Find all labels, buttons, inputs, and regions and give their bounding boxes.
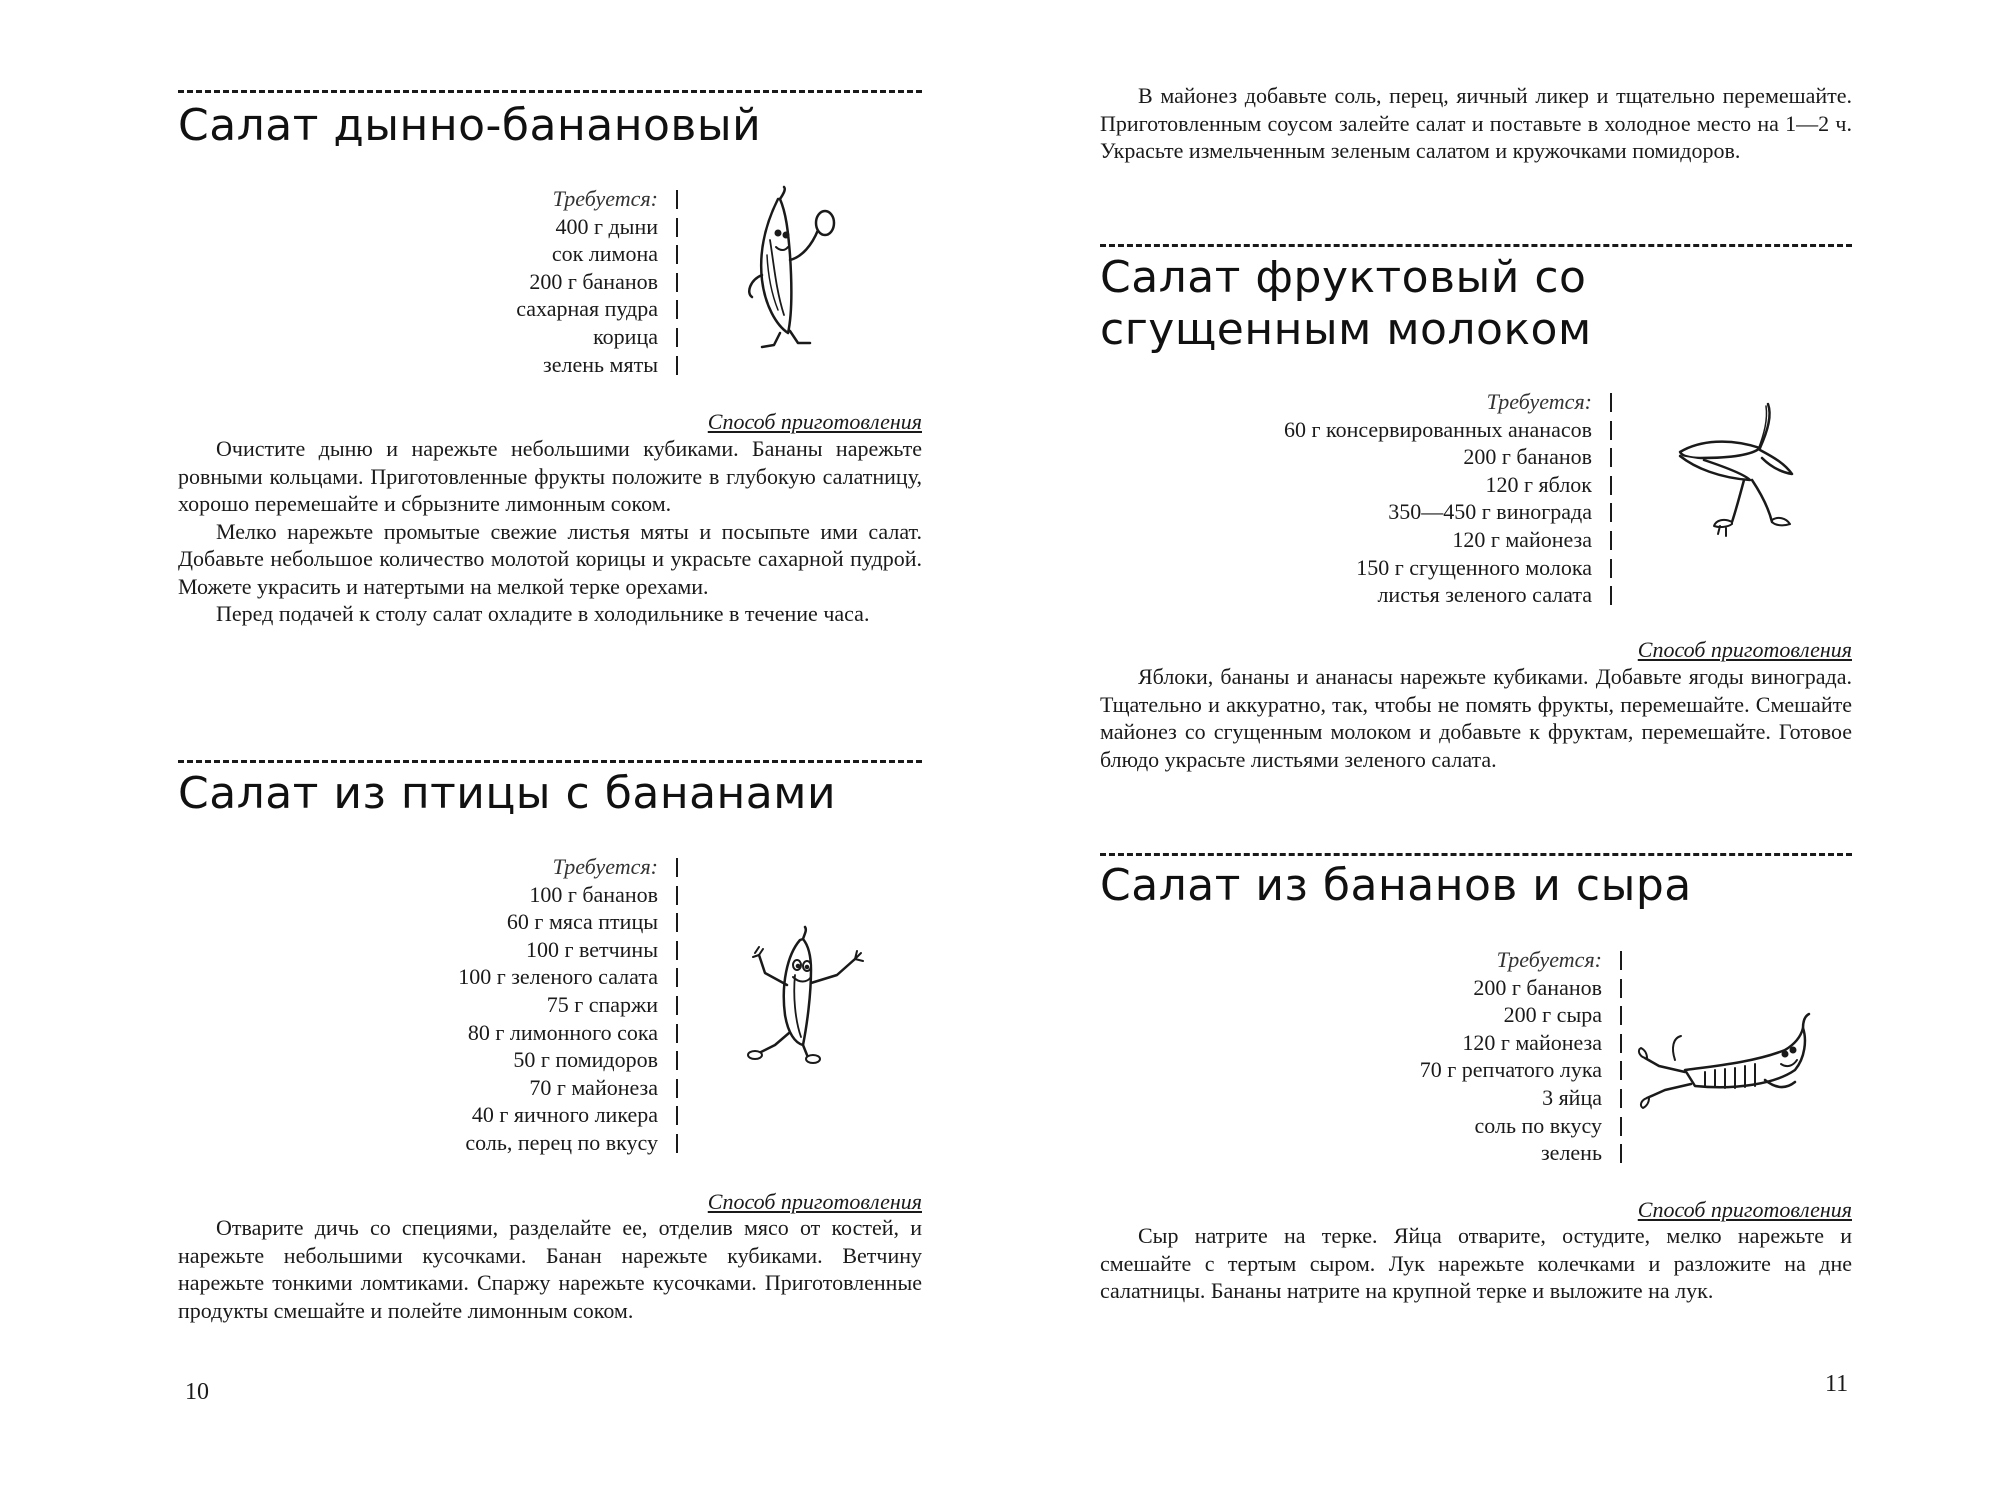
recipe-text [1100, 1222, 1852, 1305]
ingredient: 200 г бананов [1284, 443, 1612, 471]
ingredient: 60 г консервированных ананасов [1284, 416, 1612, 444]
ingredients-list [1420, 946, 1622, 1167]
ingredient: 3 яйца [1420, 1084, 1622, 1112]
ingredient: сок лимона [516, 240, 678, 268]
ingredients-list [516, 185, 678, 378]
requires-label: Требуется: [516, 185, 678, 213]
ingredient: 200 г бананов [1420, 974, 1622, 1002]
paragraph: Яблоки, бананы и ананасы нарежьте кубиками. Добавьте ягоды винограда. Тщательно и аккуратно, так, чтобы не помять фрукты, перемешайте. Смешайте майонез со сгущенным молоком и добавьте к фруктам, перемешайте. Готовое блюдо украсьте листьями зеленого салата. [1100, 664, 1852, 772]
recipe-text [178, 1214, 922, 1324]
method-label: Способ приготовления [1637, 1197, 1852, 1222]
ingredient: корица [516, 323, 678, 351]
ingredient: 100 г бананов [458, 881, 678, 909]
ingredient: 80 г лимонного сока [458, 1019, 678, 1047]
ingredient: 50 г помидоров [458, 1046, 678, 1074]
ingredient: зелень мяты [516, 351, 678, 379]
reclining-banana-illustration [1635, 1010, 1820, 1110]
ingredient: 400 г дыни [516, 213, 678, 241]
ingredient: 40 г яичного ликера [458, 1101, 678, 1129]
ingredient: 200 г бананов [516, 268, 678, 296]
ingredient: 75 г спаржи [458, 991, 678, 1019]
method-label: Способ приготовления [1637, 637, 1852, 662]
section-divider [1100, 244, 1852, 247]
paragraph: Мелко нарежьте промытые свежие листья мяты и посыпьте ими салат. Добавьте небольшое количество молотой корицы и украсьте сахарной пудрой. Можете украсить и натертыми на мелкой терке орехами. [178, 518, 922, 599]
ingredients-list [1284, 388, 1612, 609]
ingredient: 120 г майонеза [1420, 1029, 1622, 1057]
ingredient: сахарная пудра [516, 295, 678, 323]
paragraph: Сыр натрите на терке. Яйца отварите, остудите, мелко нарежьте и смешайте с тертым сыром. Лук нарежьте колечками и разложите на дне салатницы. Бананы натрите на крупной терке и выложите на лук. [1100, 1223, 1852, 1303]
dancing-banana-illustration [745, 925, 875, 1065]
continuation-text [1100, 82, 1852, 165]
ingredient: 60 г мяса птицы [458, 908, 678, 936]
requires-label: Требуется: [1284, 388, 1612, 416]
paragraph: Перед подачей к столу салат охладите в холодильнике в течение часа. [216, 601, 870, 626]
ingredient: 70 г репчатого лука [1420, 1056, 1622, 1084]
recipe-title: Салат из птицы с бананами [178, 768, 837, 819]
banana-mirror-illustration [740, 185, 850, 350]
ingredient: листья зеленого салата [1284, 581, 1612, 609]
section-divider [178, 90, 922, 93]
ingredient: зелень [1420, 1139, 1622, 1167]
recipe-text [1100, 663, 1852, 773]
method-label: Способ приготовления [707, 1189, 922, 1214]
ingredient: 200 г сыра [1420, 1001, 1622, 1029]
paragraph: Отварите дичь со специями, разделайте ее, отделив мясо от костей, и нарежьте небольшими кусочками. Банан нарежьте кубиками. Ветчину нарежьте тонкими ломтиками. Спаржу нарежьте кусочками. Приготовленные продукты смешайте и полейте лимонным соком. [178, 1215, 922, 1323]
paragraph: В майонез добавьте соль, перец, яичный ликер и тщательно перемешайте. Приготовленным соусом залейте салат и поставьте в холодное место на 1—2 ч. Украсьте измельченным зеленым салатом и кружочками помидоров. [1100, 83, 1852, 163]
method-label: Способ приготовления [707, 409, 922, 434]
ingredient: 70 г майонеза [458, 1074, 678, 1102]
ingredient: 350—450 г винограда [1284, 498, 1612, 526]
ingredient: 120 г майонеза [1284, 526, 1612, 554]
ingredient: соль, перец по вкусу [458, 1129, 678, 1157]
recipe-title: Салат дынно-банановый [178, 100, 762, 151]
right-page [1000, 0, 2000, 1504]
ingredient: 100 г ветчины [458, 936, 678, 964]
section-divider [1100, 853, 1852, 856]
recipe-title: Салат фруктовый со сгущенным молоком [1100, 252, 1592, 355]
ingredients-list [458, 853, 678, 1157]
requires-label: Требуется: [1420, 946, 1622, 974]
peeled-banana-illustration [1660, 400, 1800, 540]
ingredient: 100 г зеленого салата [458, 963, 678, 991]
page-number: 10 [185, 1379, 209, 1405]
ingredient: 120 г яблок [1284, 471, 1612, 499]
requires-label: Требуется: [458, 853, 678, 881]
page-number: 11 [1825, 1371, 1849, 1397]
recipe-title: Салат из бананов и сыра [1100, 860, 1692, 911]
ingredient: соль по вкусу [1420, 1112, 1622, 1140]
recipe-text [178, 435, 922, 628]
paragraph: Очистите дыню и нарежьте небольшими кубиками. Бананы нарежьте ровными кольцами. Приготовленные фрукты положите в глубокую салатницу, хорошо перемешайте и сбрызните лимонным соком. [178, 436, 922, 516]
ingredient: 150 г сгущенного молока [1284, 554, 1612, 582]
section-divider [178, 760, 922, 763]
